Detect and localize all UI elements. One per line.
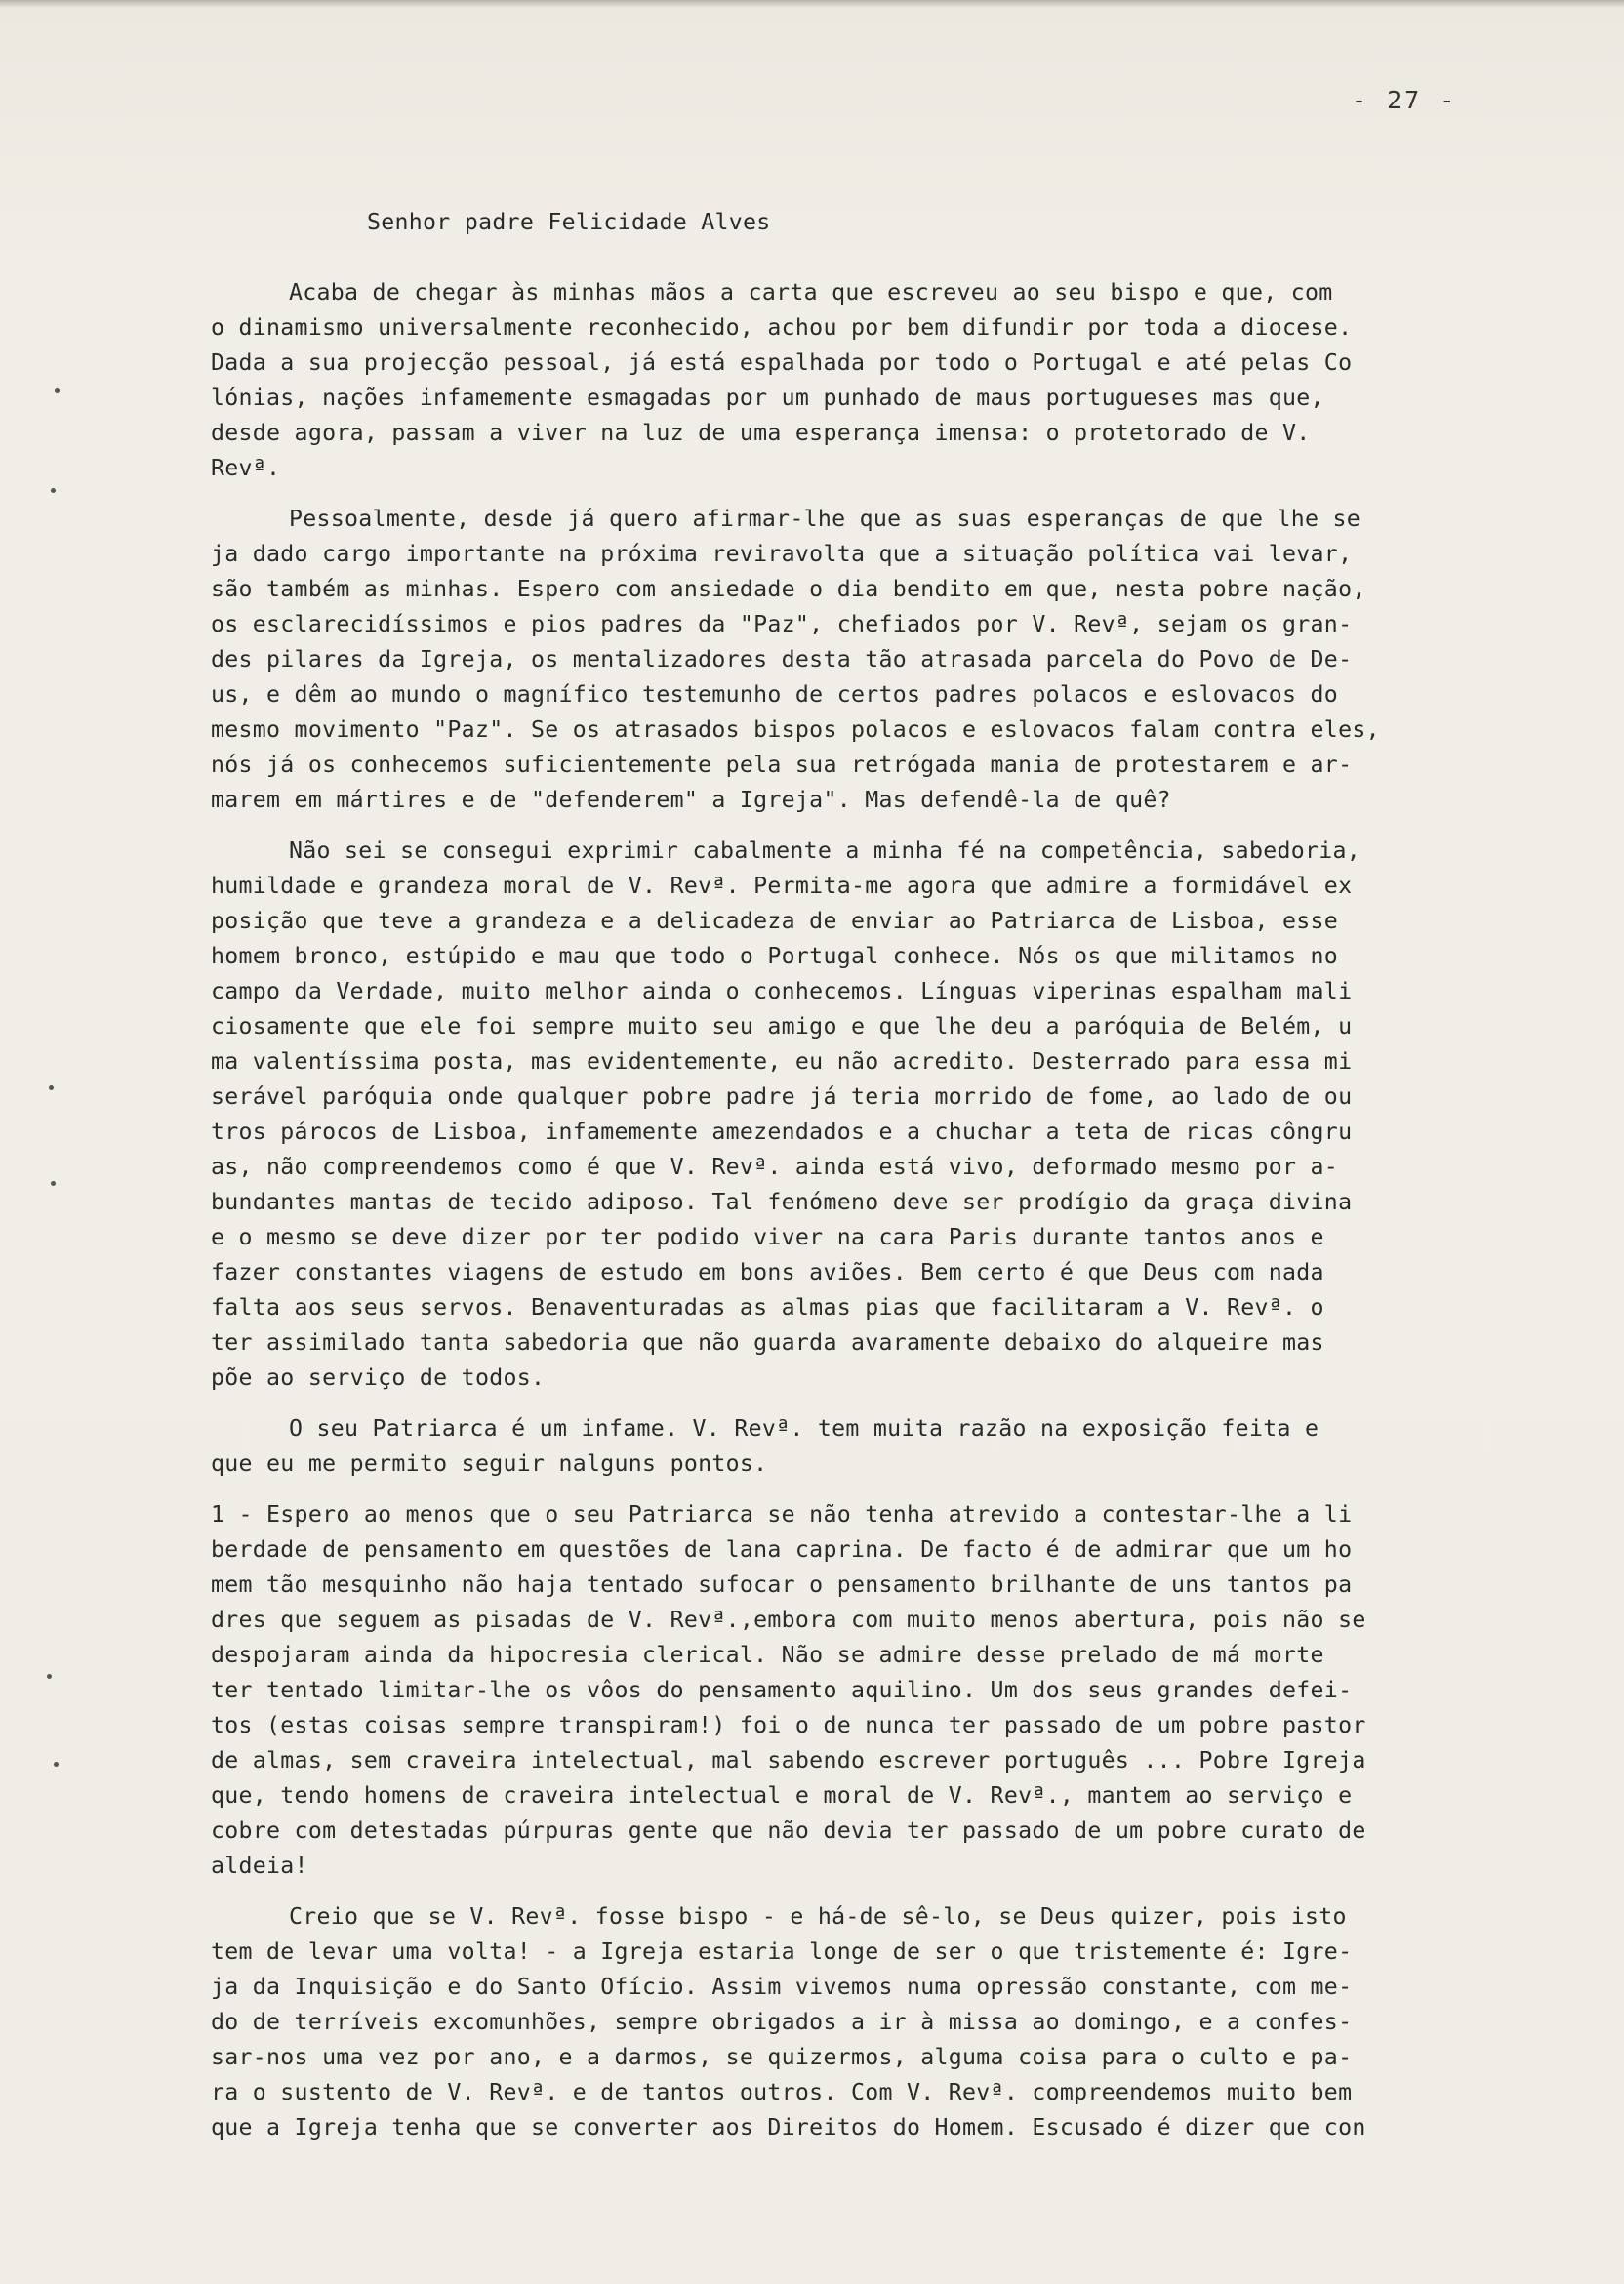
text-line-content: tos (estas coisas sempre transpiram!) foi o de nunca ter passado de um pobre pastor <box>211 1712 1366 1738</box>
text-line <box>211 939 1489 974</box>
text-line <box>211 1970 1489 2005</box>
text-line-content: tem de levar uma volta! - a Igreja estaria longe de ser o que tristemente é: Igre- <box>211 1938 1353 1965</box>
text-line-content: Dada a sua projecção pessoal, já está espalhada por todo o Portugal e até pelas Co <box>211 349 1353 376</box>
text-line-content: Acaba de chegar às minhas mãos a carta que escreveu ao seu bispo e que, com <box>289 279 1333 306</box>
text-line-content: são também as minhas. Espero com ansiedade o dia bendito em que, nesta pobre nação, <box>211 576 1366 602</box>
text-line <box>211 1532 1489 1568</box>
text-line-content: campo da Verdade, muito melhor ainda o conhecemos. Línguas viperinas espalham mali <box>211 978 1353 1004</box>
text-line-content: Não sei se consegui exprimir cabalmente a minha fé na competência, sabedoria, <box>289 837 1361 864</box>
letter-body <box>211 205 1489 2161</box>
text-line <box>211 1708 1489 1743</box>
text-line-content: ter tentado limitar-lhe os vôos do pensamento aquilino. Um dos seus grandes defei- <box>211 1677 1353 1703</box>
text-line <box>211 1115 1489 1150</box>
text-line <box>211 1899 1489 1935</box>
text-line <box>211 748 1489 783</box>
text-line <box>211 713 1489 748</box>
text-line <box>211 2110 1489 2145</box>
text-line-content: posição que teve a grandeza e a delicadeza de enviar ao Patriarca de Lisboa, esse <box>211 908 1339 934</box>
text-line <box>211 1568 1489 1603</box>
text-line <box>211 974 1489 1009</box>
text-line-content: berdade de pensamento em questões de lana caprina. De facto é de admirar que um ho <box>211 1536 1353 1563</box>
text-line-content: põe ao serviço de todos. <box>211 1365 546 1391</box>
text-line-content: mem tão mesquinho não haja tentado sufocar o pensamento brilhante de uns tantos pa <box>211 1571 1353 1598</box>
text-line <box>211 1326 1489 1361</box>
text-line <box>211 2005 1489 2040</box>
text-line <box>211 869 1489 904</box>
text-line <box>211 677 1489 713</box>
text-line <box>211 1220 1489 1255</box>
text-line <box>211 572 1489 607</box>
paragraph <box>211 502 1489 818</box>
text-line-content: bundantes mantas de tecido adiposo. Tal fenómeno deve ser prodígio da graça divina <box>211 1189 1353 1215</box>
text-line <box>211 502 1489 537</box>
text-line <box>211 2040 1489 2075</box>
text-line <box>211 1361 1489 1396</box>
paragraph <box>211 1497 1489 1884</box>
text-line-content: O seu Patriarca é um infame. V. Revª. tem muita razão na exposição feita e <box>289 1415 1320 1442</box>
paragraph <box>211 834 1489 1396</box>
text-line-content: des pilares da Igreja, os mentalizadores desta tão atrasada parcela do Povo de De- <box>211 646 1353 673</box>
text-line-content: as, não compreendemos como é que V. Revª. ainda está vivo, deformado mesmo por a- <box>211 1154 1339 1180</box>
text-line-content: sar-nos uma vez por ano, e a darmos, se quizermos, alguma coisa para o culto e pa- <box>211 2044 1353 2070</box>
text-line <box>211 1603 1489 1638</box>
text-line <box>211 1411 1489 1447</box>
text-line <box>211 1778 1489 1814</box>
text-line <box>211 346 1489 381</box>
text-line <box>211 310 1489 346</box>
text-line-content: tros párocos de Lisboa, infamemente amezendados e a chuchar a teta de ricas côngru <box>211 1119 1353 1145</box>
text-line <box>211 1044 1489 1080</box>
paragraphs <box>211 275 1489 2145</box>
text-line <box>211 1150 1489 1185</box>
text-line <box>211 1814 1489 1849</box>
text-line <box>211 1743 1489 1778</box>
text-line <box>211 642 1489 677</box>
text-line <box>211 1080 1489 1115</box>
page-number: - 27 - <box>1352 86 1458 114</box>
text-line <box>211 1447 1489 1482</box>
text-line <box>211 416 1489 451</box>
text-line <box>211 451 1489 486</box>
text-line <box>211 381 1489 416</box>
text-line-content: que a Igreja tenha que se converter aos Direitos do Homem. Escusado é dizer que con <box>211 2114 1366 2141</box>
text-line <box>211 275 1489 310</box>
text-line-content: Creio que se V. Revª. fosse bispo - e há-de sê-lo, se Deus quizer, pois isto <box>289 1903 1347 1930</box>
text-line-content: aldeia! <box>211 1853 308 1879</box>
page-top-edge <box>0 0 1624 8</box>
text-line <box>211 1497 1489 1532</box>
text-line-content: os esclarecidíssimos e pios padres da "Paz", chefiados por V. Revª, sejam os gran- <box>211 611 1353 637</box>
text-line-content: ja dado cargo importante na próxima reviravolta que a situação política vai levar, <box>211 541 1353 567</box>
text-line <box>211 1185 1489 1220</box>
salutation: Senhor padre Felicidade Alves <box>367 209 771 235</box>
paragraph <box>211 1899 1489 2145</box>
text-line-content: 1 - Espero ao menos que o seu Patriarca se não tenha atrevido a contestar-lhe a li <box>211 1501 1353 1528</box>
text-line <box>211 607 1489 642</box>
text-line-content: o dinamismo universalmente reconhecido, achou por bem difundir por toda a diocese. <box>211 314 1353 341</box>
text-line-content: serável paróquia onde qualquer pobre padre já teria morrido de fome, ao lado de ou <box>211 1083 1353 1110</box>
text-line-content: Revª. <box>211 455 281 481</box>
text-line-content: que eu me permito seguir nalguns pontos. <box>211 1450 768 1477</box>
text-line-content: ra o sustento de V. Revª. e de tantos outros. Com V. Revª. compreendemos muito bem <box>211 2079 1353 2105</box>
text-line <box>211 537 1489 572</box>
paragraph <box>211 1411 1489 1482</box>
text-line <box>211 783 1489 818</box>
text-line <box>211 904 1489 939</box>
text-line <box>211 1255 1489 1290</box>
text-line <box>211 1849 1489 1884</box>
text-line-content: us, e dêm ao mundo o magnífico testemunho de certos padres polacos e eslovacos do <box>211 681 1339 708</box>
text-line <box>211 1638 1489 1673</box>
text-line-content: despojaram ainda da hipocresia clerical. Não se admire desse prelado de má morte <box>211 1642 1324 1668</box>
text-line-content: humildade e grandeza moral de V. Revª. Permita-me agora que admire a formidável ex <box>211 873 1353 899</box>
text-line-content: fazer constantes viagens de estudo em bons aviões. Bem certo é que Deus com nada <box>211 1259 1324 1285</box>
text-line-content: ter assimilado tanta sabedoria que não guarda avaramente debaixo do alqueire mas <box>211 1329 1324 1356</box>
paragraph <box>211 275 1489 486</box>
text-line-content: homem bronco, estúpido e mau que todo o Portugal conhece. Nós os que militamos no <box>211 943 1339 969</box>
text-line <box>211 1673 1489 1708</box>
text-line-content: Pessoalmente, desde já quero afirmar-lhe que as suas esperanças de que lhe se <box>289 506 1361 532</box>
text-line-content: ja da Inquisição e do Santo Ofício. Assim vivemos numa opressão constante, com me- <box>211 1974 1353 2000</box>
text-line-content: dres que seguem as pisadas de V. Revª.,embora com muito menos abertura, pois não se <box>211 1607 1366 1633</box>
text-line-content: marem em mártires e de "defenderem" a Igreja". Mas defendê-la de quê? <box>211 787 1171 813</box>
text-line-content: e o mesmo se deve dizer por ter podido viver na cara Paris durante tantos anos e <box>211 1224 1324 1250</box>
text-line-content: desde agora, passam a viver na luz de uma esperança imensa: o protetorado de V. <box>211 420 1311 446</box>
text-line <box>211 834 1489 869</box>
text-line <box>211 1009 1489 1044</box>
text-line <box>211 1935 1489 1970</box>
text-line-content: cobre com detestadas púrpuras gente que não devia ter passado de um pobre curato de <box>211 1817 1366 1844</box>
text-line-content: de almas, sem craveira intelectual, mal sabendo escrever português ... Pobre Igreja <box>211 1747 1366 1774</box>
text-line <box>211 1290 1489 1326</box>
text-line-content: que, tendo homens de craveira intelectual e moral de V. Revª., mantem ao serviço e <box>211 1782 1353 1809</box>
text-line <box>211 2075 1489 2110</box>
text-line-content: lónias, nações infamemente esmagadas por um punhado de maus portugueses mas que, <box>211 385 1324 411</box>
text-line-content: do de terríveis excomunhões, sempre obrigados a ir à missa ao domingo, e a confes- <box>211 2009 1353 2035</box>
text-line-content: mesmo movimento "Paz". Se os atrasados bispos polacos e eslovacos falam contra eles, <box>211 716 1380 743</box>
text-line-content: falta aos seus servos. Benaventuradas as almas pias que facilitaram a V. Revª. o <box>211 1294 1324 1321</box>
text-line-content: ciosamente que ele foi sempre muito seu amigo e que lhe deu a paróquia de Belém, u <box>211 1013 1353 1040</box>
text-line-content: ma valentíssima posta, mas evidentemente, eu não acredito. Desterrado para essa mi <box>211 1048 1353 1075</box>
text-line-content: nós já os conhecemos suficientemente pela sua retrógada mania de protestarem e ar- <box>211 752 1353 778</box>
